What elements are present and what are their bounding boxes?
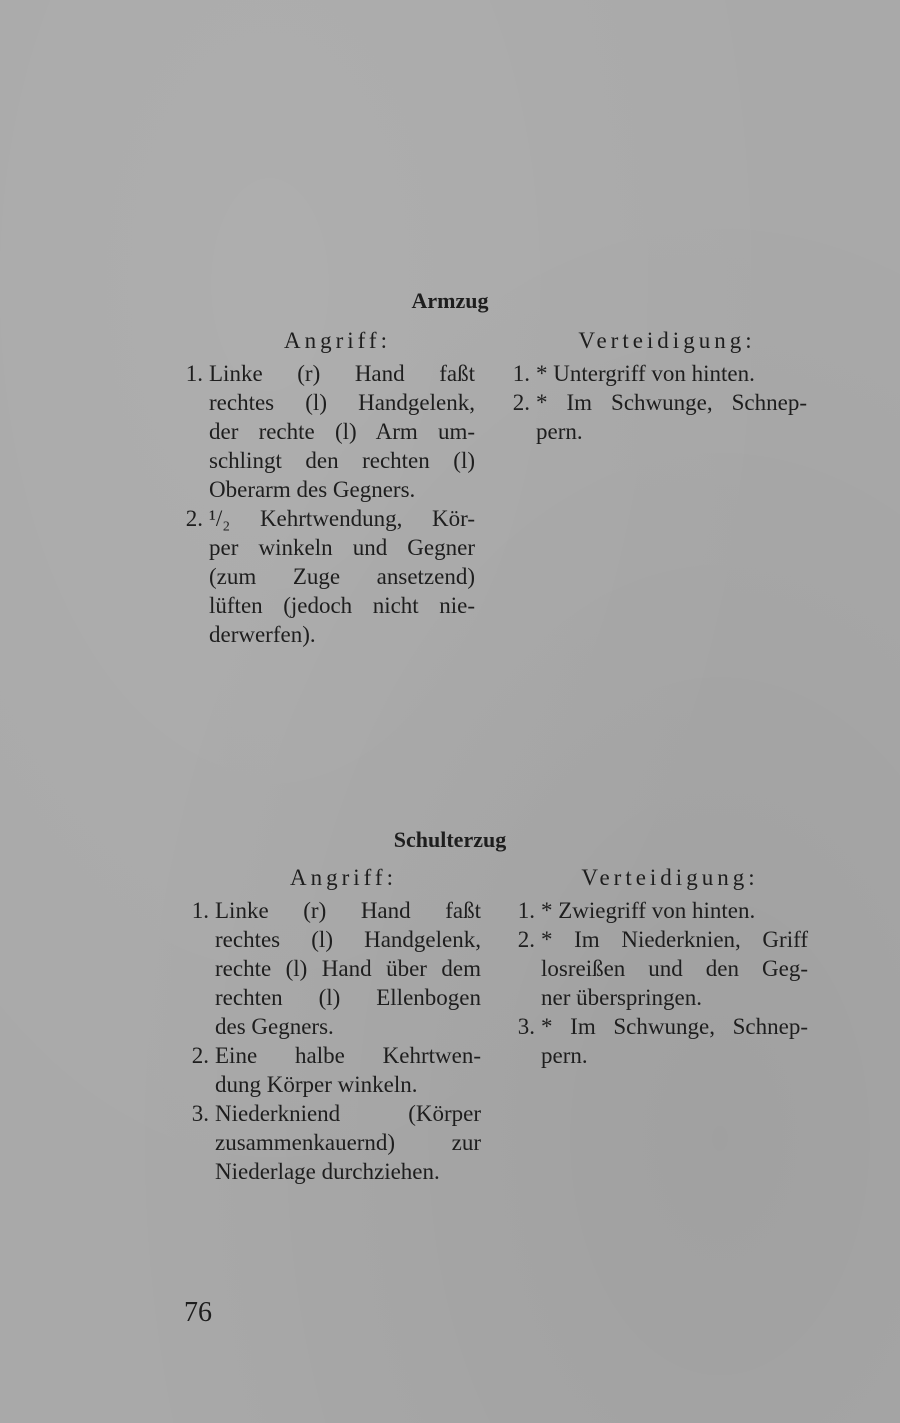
item-number: 1. — [517, 898, 535, 923]
list-item — [497, 359, 807, 388]
item-text — [215, 896, 481, 1041]
list-item — [502, 1012, 808, 1070]
item-text — [541, 1012, 808, 1070]
section-title-schulterzug: Schulterzug — [393, 827, 507, 852]
text-line: rechten (l) Ellenbogen — [215, 985, 481, 1010]
page-number: 76 — [184, 1297, 212, 1328]
text-line: losreißen und den Geg- — [541, 956, 808, 981]
list-item — [502, 896, 808, 925]
item-number: 2. — [185, 506, 203, 531]
text-line: * Im Schwunge, Schnep- — [541, 1014, 808, 1039]
text-line: Linke (r) Hand faßt — [215, 898, 481, 923]
item-number: 3. — [191, 1101, 209, 1126]
text-line: Oberarm des Gegners. — [209, 477, 416, 502]
text-line: * Im Schwunge, Schnep- — [536, 390, 807, 415]
text-line: * Zwiegriff von hinten. — [541, 898, 756, 923]
attack-heading: Angriff: — [290, 865, 397, 890]
armzug-attack-list — [170, 359, 475, 649]
item-number: 1. — [512, 361, 530, 386]
text-line: zusammenkauernd) zur — [215, 1130, 481, 1155]
text-line: pern. — [541, 1043, 588, 1068]
item-number: 2. — [517, 927, 535, 952]
schulterzug-attack-list — [176, 896, 481, 1186]
list-item — [176, 896, 481, 1041]
text-line: rechtes (l) Handgelenk, — [209, 390, 475, 415]
text-line: dung Körper winkeln. — [215, 1072, 418, 1097]
list-item — [176, 1041, 481, 1099]
text-line: schlingt den rechten (l) — [209, 448, 475, 473]
list-item — [502, 925, 808, 1012]
text-line: per winkeln und Gegner — [209, 535, 475, 560]
item-text — [541, 896, 808, 925]
attack-heading: Angriff: — [284, 328, 391, 353]
list-item — [497, 388, 807, 446]
text-line: Niederkniend (Körper — [215, 1101, 481, 1126]
defense-heading: Verteidigung: — [578, 328, 756, 353]
item-number: 2. — [512, 390, 530, 415]
text-line: rechtes (l) Handgelenk, — [215, 927, 481, 952]
item-text — [541, 925, 808, 1012]
text-line: der rechte (l) Arm um- — [209, 419, 475, 444]
text-line: * Untergriff von hinten. — [536, 361, 755, 386]
text-line: Linke (r) Hand faßt — [209, 361, 475, 386]
schulterzug-defense-list — [502, 896, 808, 1070]
armzug-attack-column — [170, 326, 475, 649]
item-text — [536, 388, 807, 446]
armzug-defense-column — [497, 326, 807, 446]
item-number: 2. — [191, 1043, 209, 1068]
list-item — [170, 504, 475, 649]
schulterzug-attack-column — [176, 863, 481, 1186]
item-text — [536, 359, 807, 388]
text-line: ¹/₂ Kehrtwendung, Kör- — [209, 506, 475, 531]
list-item — [176, 1099, 481, 1186]
item-number: 3. — [517, 1014, 535, 1039]
item-number: 1. — [191, 898, 209, 923]
armzug-defense-list — [497, 359, 807, 446]
item-number: 1. — [185, 361, 203, 386]
defense-heading: Verteidigung: — [581, 865, 759, 890]
text-line: * Im Niederknien, Griff — [541, 927, 808, 952]
list-item — [170, 359, 475, 504]
item-text — [209, 359, 475, 504]
section-title-armzug: Armzug — [411, 288, 489, 313]
text-line: pern. — [536, 419, 583, 444]
item-text — [215, 1099, 481, 1186]
item-text — [209, 504, 475, 649]
text-line: derwerfen). — [209, 622, 316, 647]
text-line: rechte (l) Hand über dem — [215, 956, 481, 981]
text-line: Eine halbe Kehrtwen- — [215, 1043, 481, 1068]
text-line: lüften (jedoch nicht nie- — [209, 593, 475, 618]
item-text — [215, 1041, 481, 1099]
text-line: ner überspringen. — [541, 985, 702, 1010]
text-line: (zum Zuge ansetzend) — [209, 564, 475, 589]
text-line: Niederlage durchziehen. — [215, 1159, 440, 1184]
text-line: des Gegners. — [215, 1014, 334, 1039]
schulterzug-defense-column — [502, 863, 808, 1070]
